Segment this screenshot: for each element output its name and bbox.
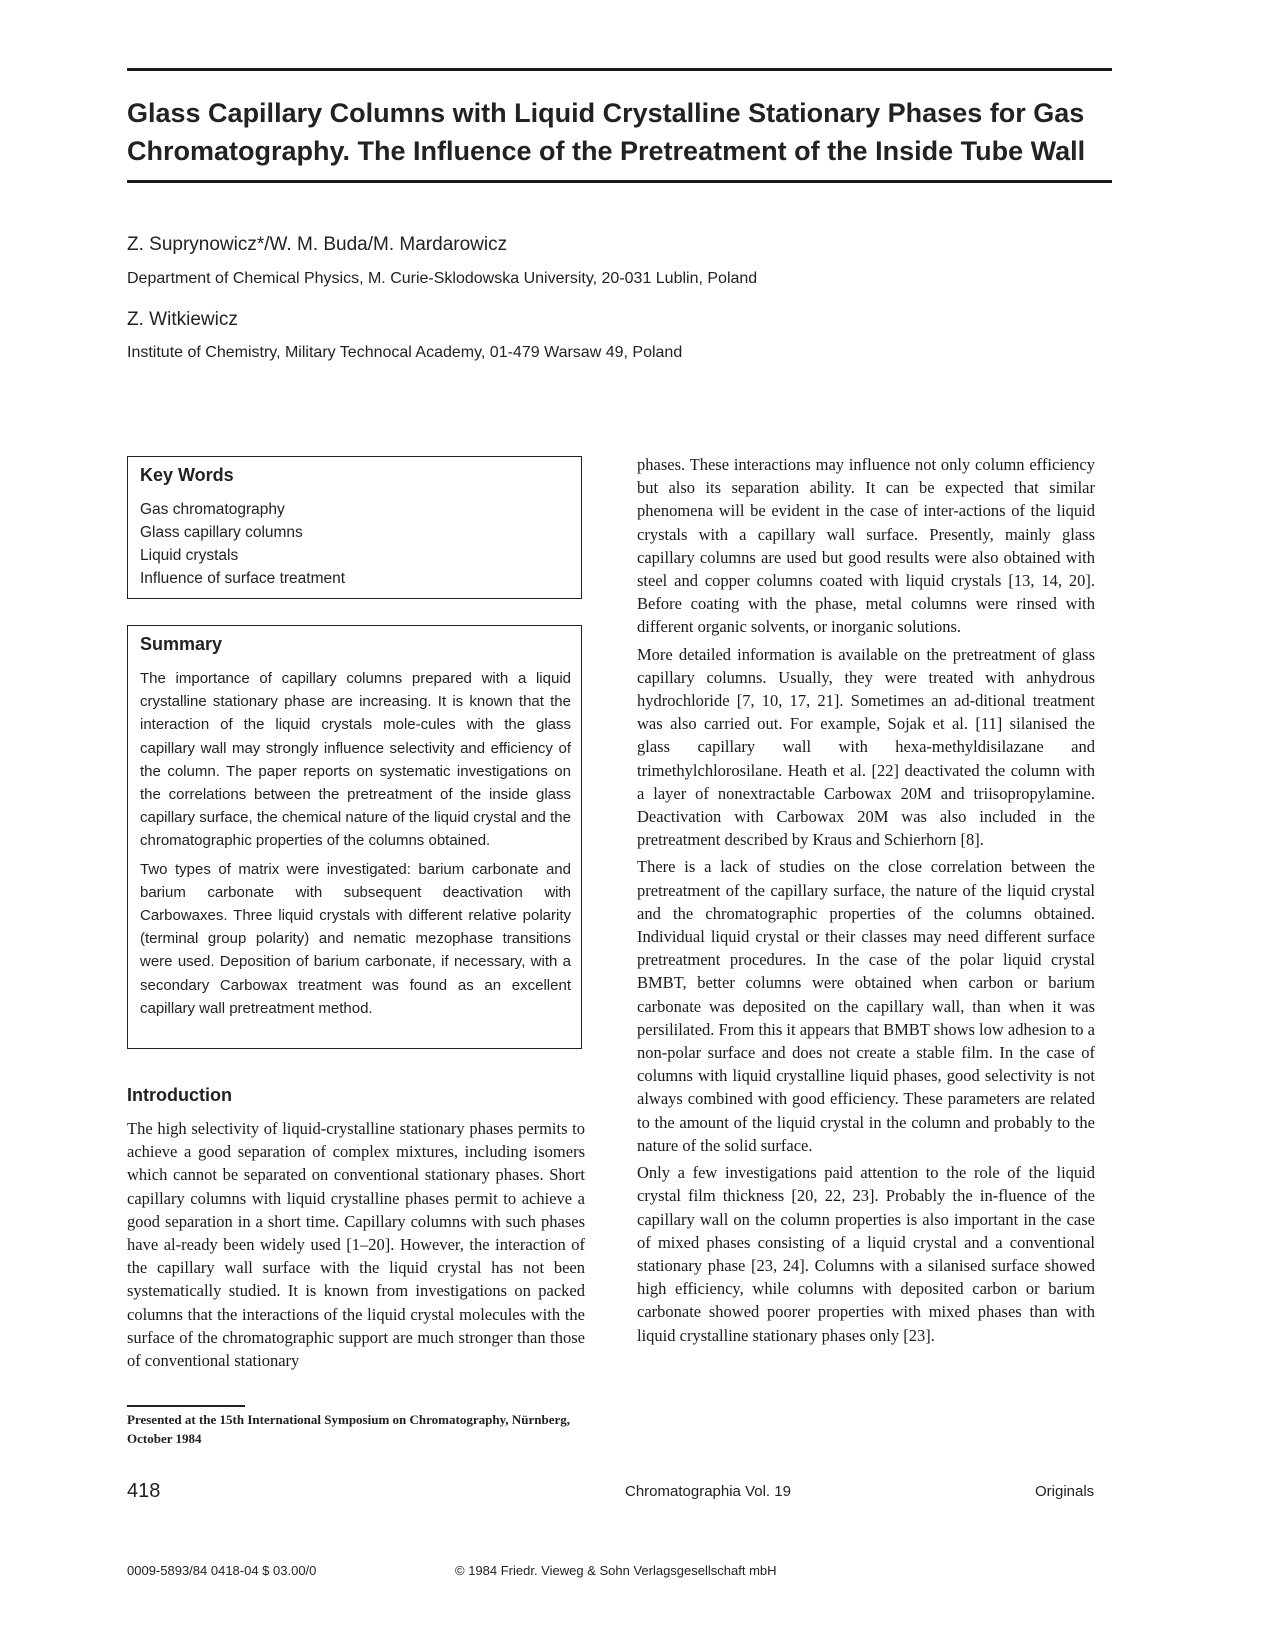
title-line: Glass Capillary Columns with Liquid Crystalline Stationary Phases for Gas <box>127 98 1085 128</box>
copyright-notice: © 1984 Friedr. Vieweg & Sohn Verlagsgesellschaft mbH <box>455 1563 777 1578</box>
body-paragraph: phases. These interactions may influence not only column efficiency but also its separation ability. It can be expected that similar phenomena will be evident in the case of inter-actions of the liquid crystals with a capillary wall surface. Presently, mainly glass capillary columns are used but good results were also obtained with steel and copper columns coated with liquid crystals [13, 14, 20]. Before coating with the phase, metal columns were rinsed with different organic solvents, or inorganic solutions. <box>637 455 1095 637</box>
top-rule <box>127 68 1112 71</box>
author-affiliation: Department of Chemical Physics, M. Curie-Sklodowska University, 20-031 Lublin, Poland <box>127 270 758 287</box>
journal-name: Chromatographia Vol. 19 <box>625 1483 791 1500</box>
left-column-body <box>127 1117 585 1376</box>
footnote: Presented at the 15th International Symposium on Chromatography, Nürnberg, October 1984 <box>127 1412 570 1446</box>
title-bottom-rule <box>127 180 1112 183</box>
body-paragraph: There is a lack of studies on the close correlation between the pretreatment of the capillary surface, the nature of the liquid crystal and the chromatographic properties of the columns obtained. Individual liquid crystal or their classes may need different surface pretreatment procedures. In the case of the polar liquid crystal BMBT, better columns were obtained when carbon or barium carbonate was deposited on the capillary wall, than when it was persililated. From this it appears that BMBT shows low adhesion to a non-polar surface and does not create a stable film. In the case of columns with liquid crystalline liquid phases, good selectivity is not always combined with good efficiency. These parameters are related to the amount of the liquid crystal in the column and probably to the nature of the solid surface. <box>637 857 1095 1155</box>
footnote-rule <box>127 1405 245 1407</box>
summary-paragraph: The importance of capillary columns prepared with a liquid crystalline stationary phase are increasing. It is known that the interaction of the liquid crystals mole-cules with the glass capillary wall may strongly influence selectivity and efficiency of the column. The paper reports on systematic investigations on the correlations between the pretreatment of the inside glass capillary surface, the chemical nature of the liquid crystal and the chromatographic properties of the columns obtained. <box>140 670 571 850</box>
summary-box <box>127 625 582 1049</box>
title-line: Chromatography. The Influence of the Pretreatment of the Inside Tube Wall <box>127 136 1086 166</box>
body-paragraph: More detailed information is available on the pretreatment of glass capillary columns. Usually, they were treated with anhydrous hydrochloride [7, 10, 17, 21]. Sometimes an ad-ditional treatment was also carried out. For example, Sojak et al. [11] silanised the glass capillary wall with hexa-methyldisilazane and trimethylchlorosilane. Heath et al. [22] deactivated the column with a layer of nonextractable Carbowax 20M and triisopropylamine. Deactivation with Carbowax 20M was also included in the pretreatment described by Kraus and Schierhorn [8]. <box>637 644 1095 850</box>
introduction-heading: Introduction <box>127 1085 232 1105</box>
right-column-body <box>637 453 1095 1351</box>
keywords-heading: Key Words <box>140 465 234 485</box>
section-label: Originals <box>1035 1483 1095 1500</box>
keyword-item: Glass capillary columns <box>140 524 303 541</box>
body-paragraph: The high selectivity of liquid-crystalline stationary phases permits to achieve a good separation of complex mixtures, including isomers which cannot be separated on conventional stationary phases. Short capillary columns with liquid crystalline phases permit to achieve a good separation in a short time. Capillary columns with such phases have al-ready been widely used [1–20]. However, the interaction of the capillary wall surface with the liquid crystal has not been systematically studied. It is known from investigations on packed columns that the interactions of the liquid crystal molecules with the surface of the chromatographic support are much stronger than those of conventional stationary <box>127 1119 585 1371</box>
summary-heading: Summary <box>140 634 223 654</box>
keyword-item: Liquid crystals <box>140 547 239 564</box>
page-number: 418 <box>127 1480 161 1502</box>
summary-paragraph: Two types of matrix were investigated: barium carbonate and barium carbonate with subsequent deactivation with Carbowaxes. Three liquid crystals with different relative polarity (terminal group polarity) and nematic mezophase transitions were used. Deposition of barium carbonate, if necessary, with a secondary Carbowax treatment was found as an excellent capillary wall pretreatment method. <box>140 860 571 1017</box>
author-names: Z. Witkiewicz <box>127 309 238 330</box>
keywords-box <box>127 456 582 599</box>
keyword-item: Influence of surface treatment <box>140 570 346 587</box>
author-affiliation: Institute of Chemistry, Military Technocal Academy, 01-479 Warsaw 49, Poland <box>127 344 683 361</box>
article-title <box>127 94 1112 170</box>
author-names: Z. Suprynowicz*/W. M. Buda/M. Mardarowicz <box>127 234 508 255</box>
issn-code: 0009-5893/84 0418-04 $ 03.00/0 <box>127 1563 317 1578</box>
keyword-item: Gas chromatography <box>140 501 285 518</box>
body-paragraph: Only a few investigations paid attention to the role of the liquid crystal film thickness [20, 22, 23]. Probably the in-fluence of the capillary wall on the column properties is also important in the case of mixed phases consisting of a liquid crystal and a conventional stationary phase [23, 24]. Columns with a silanised surface showed high efficiency, while columns with deposited carbon or barium carbonate showed poorer properties with mixed phases than with liquid crystalline stationary phases only [23]. <box>637 1163 1095 1345</box>
